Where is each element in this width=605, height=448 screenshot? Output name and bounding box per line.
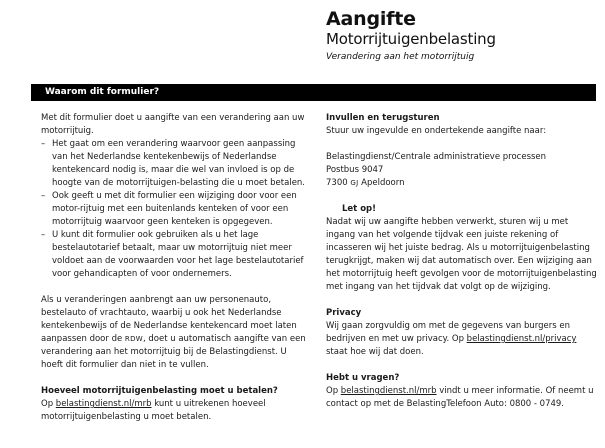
rdw-abbreviation: RDW bbox=[124, 335, 143, 343]
privacy-text-end: staat hoe wij dat doen. bbox=[326, 347, 424, 357]
changes-text-end: , doet u automatisch aangifte van een verandering aan het motorrijtuig bij de Belastingdienst. U hoeft dit formulier dan niet in te vullen. bbox=[41, 334, 306, 370]
notice-heading: Let op! bbox=[342, 204, 377, 214]
right-column bbox=[326, 112, 598, 411]
privacy-heading: Privacy bbox=[326, 308, 362, 318]
address-city: Apeldoorn bbox=[361, 178, 405, 188]
send-text: Stuur uw ingevulde en ondertekende aangifte naar: bbox=[326, 126, 547, 136]
help-mrb-link[interactable]: belastingdienst.nl/mrb bbox=[340, 386, 437, 396]
list-item: – U kunt dit formulier ook gebruiken als u het lage bestelautotarief betaalt, maar uw motorrijtuig niet meer voldoet aan de voorwaarden voor het lage bestelautotarief voor gehandicapten of voor ondernemers. bbox=[41, 229, 311, 281]
tax-amount-text-start: Op bbox=[41, 399, 56, 409]
privacy-text-start: Wij gaan zorgvuldig om met de gegevens van burgers en bedrijven en met uw privacy. Op bbox=[326, 321, 570, 344]
address-line bbox=[326, 177, 598, 190]
privacy-paragraph bbox=[326, 320, 598, 359]
changes-paragraph bbox=[41, 294, 311, 372]
help-text-end: vindt u meer informatie. Of neemt u contact op met de BelastingTelefoon Auto: 0800 - 0749. bbox=[326, 386, 594, 409]
mrb-link[interactable]: belastingdienst.nl/mrb bbox=[55, 399, 152, 409]
notice-text: Nadat wij uw aangifte hebben verwerkt, sturen wij u met ingang van het volgende tijdvak een juiste rekening of incasseren wij het juiste bedrag. Als u motorrijtuigenbelasting terugkrijgt, maken wij dat automatisch over. Een wijziging aan het motorrijtuig heeft gevolgen voor de motorrijtuigenbelasting met ingang van het tijdvak dat volgt op de wijziging. bbox=[326, 217, 597, 292]
reasons-list bbox=[41, 138, 311, 281]
intro-paragraph: Met dit formulier doet u aangifte van een verandering aan uw motorrijtuig. bbox=[41, 113, 305, 136]
document-header bbox=[326, 8, 496, 64]
notice-block bbox=[342, 203, 598, 216]
help-paragraph bbox=[326, 385, 598, 411]
left-column bbox=[41, 112, 311, 424]
section-bar-label: Waarom dit formulier? bbox=[45, 87, 160, 97]
changes-text-start: Als u veranderingen aanbrengt aan uw personenauto, bestelauto of vrachtauto, waarbij u ook het Nederlandse kentekenbewijs of de Nederlandse kentekencard moet laten aanpassen door de bbox=[41, 295, 297, 344]
list-item: – Het gaat om een verandering waarvoor geen aanpassing van het Nederlandse kentekenbewijs of Nederlandse kentekencard nodig is, maar die wel van invloed is op de hoogte van de motorrijtuigen-belasting die u moet betalen. bbox=[41, 138, 311, 190]
postcode-letters: GJ bbox=[350, 179, 359, 187]
tax-amount-heading: Hoeveel motorrijtuigenbelasting moet u betalen? bbox=[41, 386, 278, 396]
document-subtitle: Motorrijtuigenbelasting bbox=[326, 30, 496, 48]
list-item: – Ook geeft u met dit formulier een wijziging door voor een motor-rijtuig met een buitenlands kenteken of voor een motorrijtuig waarvoor geen kenteken is opgegeven. bbox=[41, 190, 311, 229]
postcode-number: 7300 bbox=[326, 178, 348, 188]
document-tagline: Verandering aan het motorrijtuig bbox=[326, 52, 475, 62]
section-bar bbox=[31, 84, 596, 101]
help-heading: Hebt u vragen? bbox=[326, 373, 400, 383]
tax-amount-paragraph bbox=[41, 398, 311, 424]
address-line: Belastingdienst/Centrale administratieve processen bbox=[326, 152, 547, 162]
help-text-start: Op bbox=[326, 386, 341, 396]
document-title: Aangifte bbox=[326, 8, 416, 30]
privacy-link[interactable]: belastingdienst.nl/privacy bbox=[466, 334, 577, 344]
tax-amount-text-end: kunt u uitrekenen hoeveel motorrijtuigenbelasting u moet betalen. bbox=[41, 399, 266, 422]
address-line: Postbus 9047 bbox=[326, 165, 384, 175]
send-heading: Invullen en terugsturen bbox=[326, 113, 440, 123]
